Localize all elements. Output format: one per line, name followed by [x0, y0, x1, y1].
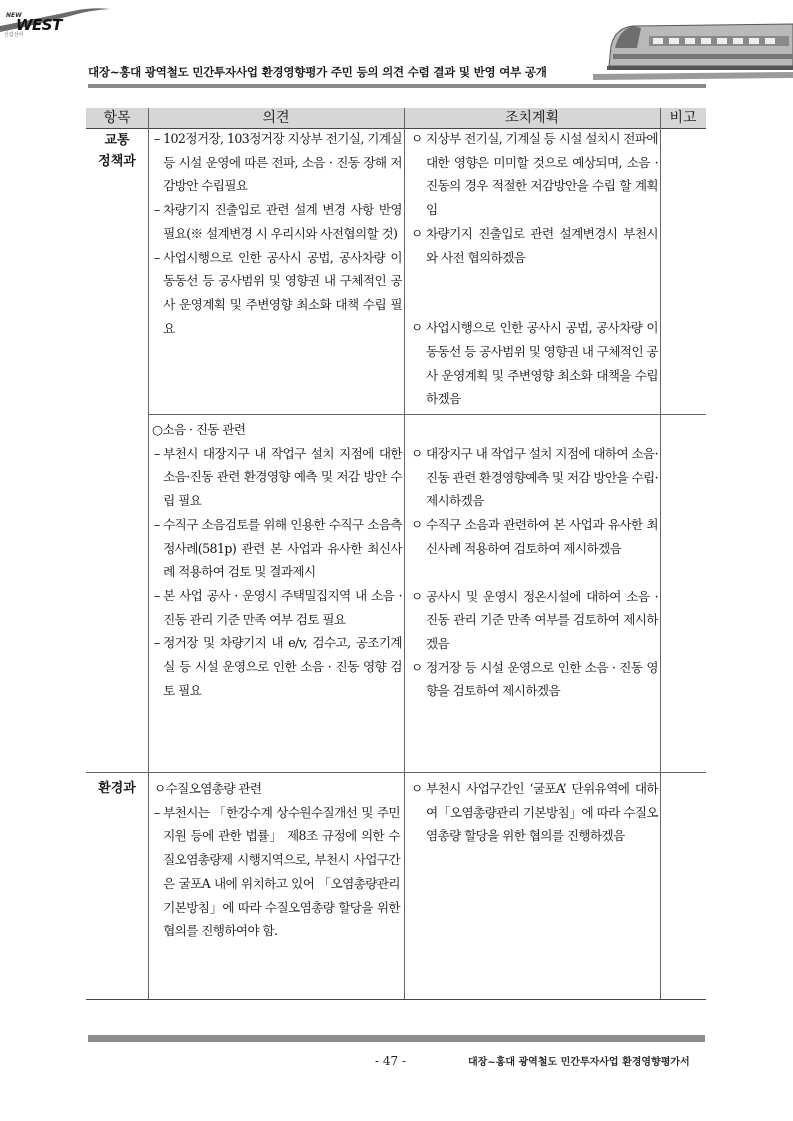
list-item [154, 127, 402, 198]
item-marker: – [154, 804, 164, 820]
action-text: 수직구 소음과 관련하여 본 사업과 유사한 최신사례 적용하여 검토하여 제시하겠음 [425, 517, 658, 556]
list-item [154, 513, 402, 584]
opinion-text: 부천시는 「한강수계 상수원수질개선 및 주민지원 등에 관한 법률」 제8조 규정에 의한 수질오염총량제 시행지역으로, 부천시 사업구간은 굴포A 내에 위치하고 있어 「오염총량관리 기본방침」에 따라 수질오염총량 할당을 위한 협의를 진행하여야 함. [163, 804, 400, 939]
column-header-opinion: 의견 [262, 110, 290, 126]
action-cell-block3 [411, 777, 658, 848]
footer-document-title: 대장~홍대 광역철도 민간투자사업 환경영향평가서 [468, 1057, 690, 1068]
column-divider [660, 108, 661, 1000]
opinion-text: 수직구 소음검토를 위해 인용한 수직구 소음측정사례(581p) 관련 본 사업과 유사한 최신사례 적용하여 검토 및 결과제시 [163, 516, 402, 580]
list-item [411, 442, 658, 513]
opinion-cell-block3 [154, 777, 400, 943]
logo-new-text: NEW [6, 12, 22, 19]
logo-west-text: WEST [16, 16, 62, 34]
row-divider [86, 772, 706, 773]
item-marker: ㅇ [411, 320, 426, 336]
column-header-note: 비고 [669, 110, 697, 126]
opinion-cell-block2 [152, 418, 402, 702]
list-item [154, 442, 402, 513]
opinion-text: 102정거장, 103정거장 지상부 전기실, 기계실 등 시설 운영에 따른 전파, 소음 · 진동 장해 저감방안 수립필요 [163, 131, 402, 194]
section-heading-water-quality: ㅇ수질오염총량 관련 [154, 781, 262, 796]
item-marker: ㅇ [411, 131, 426, 146]
header-rule [88, 84, 706, 88]
page-number: - 47 - [375, 1054, 407, 1068]
table-bottom-border [86, 999, 706, 1000]
list-item [411, 656, 658, 703]
item-marker: – [154, 249, 164, 265]
logo [0, 0, 160, 60]
opinion-text: 차량기지 진출입로 관련 설계 변경 사항 반영 필요(※ 설계변경 시 우리시와 사전협의할 것) [163, 202, 402, 241]
row-divider [148, 414, 706, 415]
action-text: 차량기지 진출입로 관련 설계변경시 부천시와 사전 협의하겠음 [425, 225, 658, 265]
category-traffic-policy [86, 130, 148, 172]
action-text: 대장지구 내 작업구 설치 지점에 대하여 소음·진동 관련 환경영향예측 및 저감 방안을 수립·제시하겠음 [425, 446, 658, 509]
item-marker: ㅇ [411, 781, 426, 796]
list-item [154, 198, 402, 245]
column-header-action: 조치계획 [504, 110, 560, 126]
action-text: 지상부 전기실, 기계실 등 시설 설치시 전파에 대한 영향은 미미할 것으로 예상되며, 소음 · 진동의 경우 적절한 저감방안을 수립 할 계획임 [425, 131, 658, 218]
column-divider [148, 108, 149, 1000]
item-marker: – [154, 587, 164, 603]
opinion-text: 사업시행으로 인한 공사시 공법, 공사차량 이동동선 등 공사범위 및 영향권 내 구체적인 공사 운영계획 및 주변영향 최소화 대책 수립 필요 [163, 249, 402, 336]
category-label-line: 환경과 [98, 781, 136, 796]
category-label-line: 정책과 [98, 154, 136, 169]
item-marker: ㅇ [411, 659, 426, 675]
opinion-cell-block1 [154, 127, 402, 340]
list-item [154, 801, 400, 943]
action-text: 부천시 사업구간인 ‘굴포A’ 단위유역에 대하여「오염총량관리 기본방침」에 따라 수질오염총량 할당을 위한 협의를 진행하겠음 [425, 781, 658, 844]
list-item [411, 585, 658, 656]
column-header-category: 항목 [103, 110, 131, 126]
action-text: 정거장 등 시설 운영으로 인한 소음 · 진동 영향을 검토하여 제시하겠음 [425, 659, 658, 699]
list-item [154, 584, 402, 631]
category-environment [86, 778, 148, 799]
item-marker: ㅇ [411, 446, 426, 461]
item-marker: ㅇ [411, 517, 426, 533]
item-marker: – [154, 445, 164, 461]
footer-rule [88, 1035, 705, 1042]
action-text: 사업시행으로 인한 공사시 공법, 공사차량 이동동선 등 공사범위 및 영향권 내 구체적인 공사 운영계획 및 주변영향 최소화 대책을 수립하겠음 [425, 320, 658, 407]
list-item [411, 316, 658, 411]
opinion-text: 정거장 및 차량기지 내 e/v, 검수고, 공조기계실 등 시설 운영으로 인한 소음 · 진동 영향 검토 필요 [163, 635, 402, 698]
table-header-row [86, 108, 706, 129]
category-label-line: 교통 [104, 133, 130, 148]
column-divider [404, 108, 405, 1000]
opinion-table [86, 108, 706, 1000]
list-item [411, 777, 658, 848]
action-text: 공사시 및 운영시 정온시설에 대하여 소음 · 진동 관리 기준 만족 여부를 검토하여 제시하겠음 [425, 588, 658, 651]
item-marker: – [154, 131, 164, 146]
list-item [411, 222, 658, 269]
item-marker: – [154, 202, 164, 218]
opinion-text: 본 사업 공사 · 운영시 주택밀집지역 내 소음 · 진동 관리 기준 만족 여부 검토 필요 [163, 587, 402, 627]
item-marker: ㅇ [411, 225, 426, 241]
list-item [411, 127, 658, 222]
train-icon [593, 16, 793, 86]
list-item [411, 513, 658, 560]
logo-sub-text: 신림선사 [4, 32, 24, 38]
item-marker: ㅇ [411, 588, 426, 604]
item-marker: – [154, 635, 164, 651]
action-cell-block1 [411, 127, 658, 411]
list-item [154, 631, 402, 702]
item-marker: – [154, 516, 164, 532]
section-heading-noise: ○소음 · 진동 관련 [152, 422, 246, 437]
list-item [154, 246, 402, 341]
document-header-title: 대장~홍대 광역철도 민간투자사업 환경영향평가 주민 등의 의견 수렴 결과 및 반영 여부 공개 [88, 65, 547, 79]
opinion-text: 부천시 대장지구 내 작업구 설치 지점에 대한 소음·진동 관련 환경영향 예측 및 저감 방안 수립 필요 [163, 445, 402, 509]
action-cell-block2 [411, 442, 658, 703]
